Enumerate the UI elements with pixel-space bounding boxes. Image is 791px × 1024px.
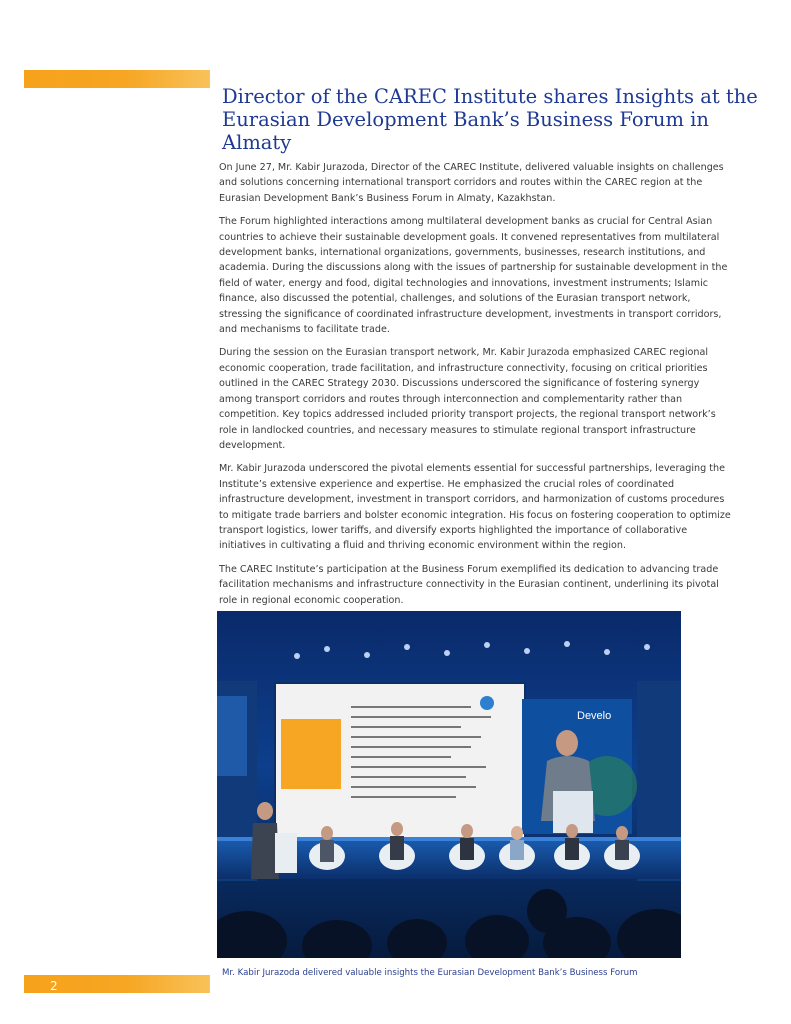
page-number: 2 <box>50 979 58 993</box>
title-line-2: Eurasian Development Bank’s Business Forum in Almaty <box>222 108 709 154</box>
article-title <box>222 85 762 154</box>
paragraph: The Forum highlighted interactions among multilateral development banks as crucial for Central Asian countries to achieve their sustainable development goals. It convened representatives from multilateral development banks, international organizations, governments, businesses, research institutions, and academia. During the discussions along with the issues of partnership for sustainable development in the field of water, energy and food, digital technologies and innovations, investment instruments; Islamic finance, also discussed the potential, challenges, and solutions of the Eurasian transport network, stressing the significance of coordinated infrastructure development, investments in transport corridors, and mechanisms to facilitate trade. <box>219 216 728 336</box>
paragraph: On June 27, Mr. Kabir Jurazoda, Director of the CAREC Institute, delivered valuable insights on challenges and solutions concerning international transport corridors and routes within the CAREC region at the Eurasian Development Bank’s Business Forum in Almaty, Kazakhstan. <box>219 162 724 204</box>
forum-photo <box>217 611 681 958</box>
photo-caption: Mr. Kabir Jurazoda delivered valuable insights the Eurasian Development Bank’s Business Forum <box>222 968 638 978</box>
paragraph: During the session on the Eurasian transport network, Mr. Kabir Jurazoda emphasized CAREC regional economic cooperation, trade facilitation, and infrastructure connectivity, focusing on critical priorities outlined in the CAREC Strategy 2030. Discussions underscored the significance of fostering synergy among transport corridors and routes through interconnection and complementarity rather than competition. Key topics addressed included priority transport projects, the regional transport network’s role in landlocked countries, and necessary measures to stimulate regional transport infrastructure development. <box>219 347 716 451</box>
title-line-1: Director of the CAREC Institute shares Insights at the <box>222 85 758 108</box>
paragraph: The CAREC Institute’s participation at the Business Forum exemplified its dedication to advancing trade facilitation mechanisms and infrastructure connectivity in the Eurasian continent, underlining its pivotal role in regional economic cooperation. <box>219 563 719 606</box>
screen-label: Develo <box>577 710 612 722</box>
header-accent-bar <box>24 70 210 88</box>
paragraph: Mr. Kabir Jurazoda underscored the pivotal elements essential for successful partnerships, leveraging the Institute’s extensive experience and expertise. He emphasized the crucial roles of coordinated infrastructure development, investment in transport corridors, and harmonization of customs procedures to mitigate trade barriers and bolster economic integration. His focus on fostering cooperation to optimize transport logistics, lower tariffs, and diversify exports highlighted the importance of collaborative initiatives in cultivating a fluid and thriving economic environment within the region. <box>219 463 731 552</box>
article-body <box>219 160 734 616</box>
